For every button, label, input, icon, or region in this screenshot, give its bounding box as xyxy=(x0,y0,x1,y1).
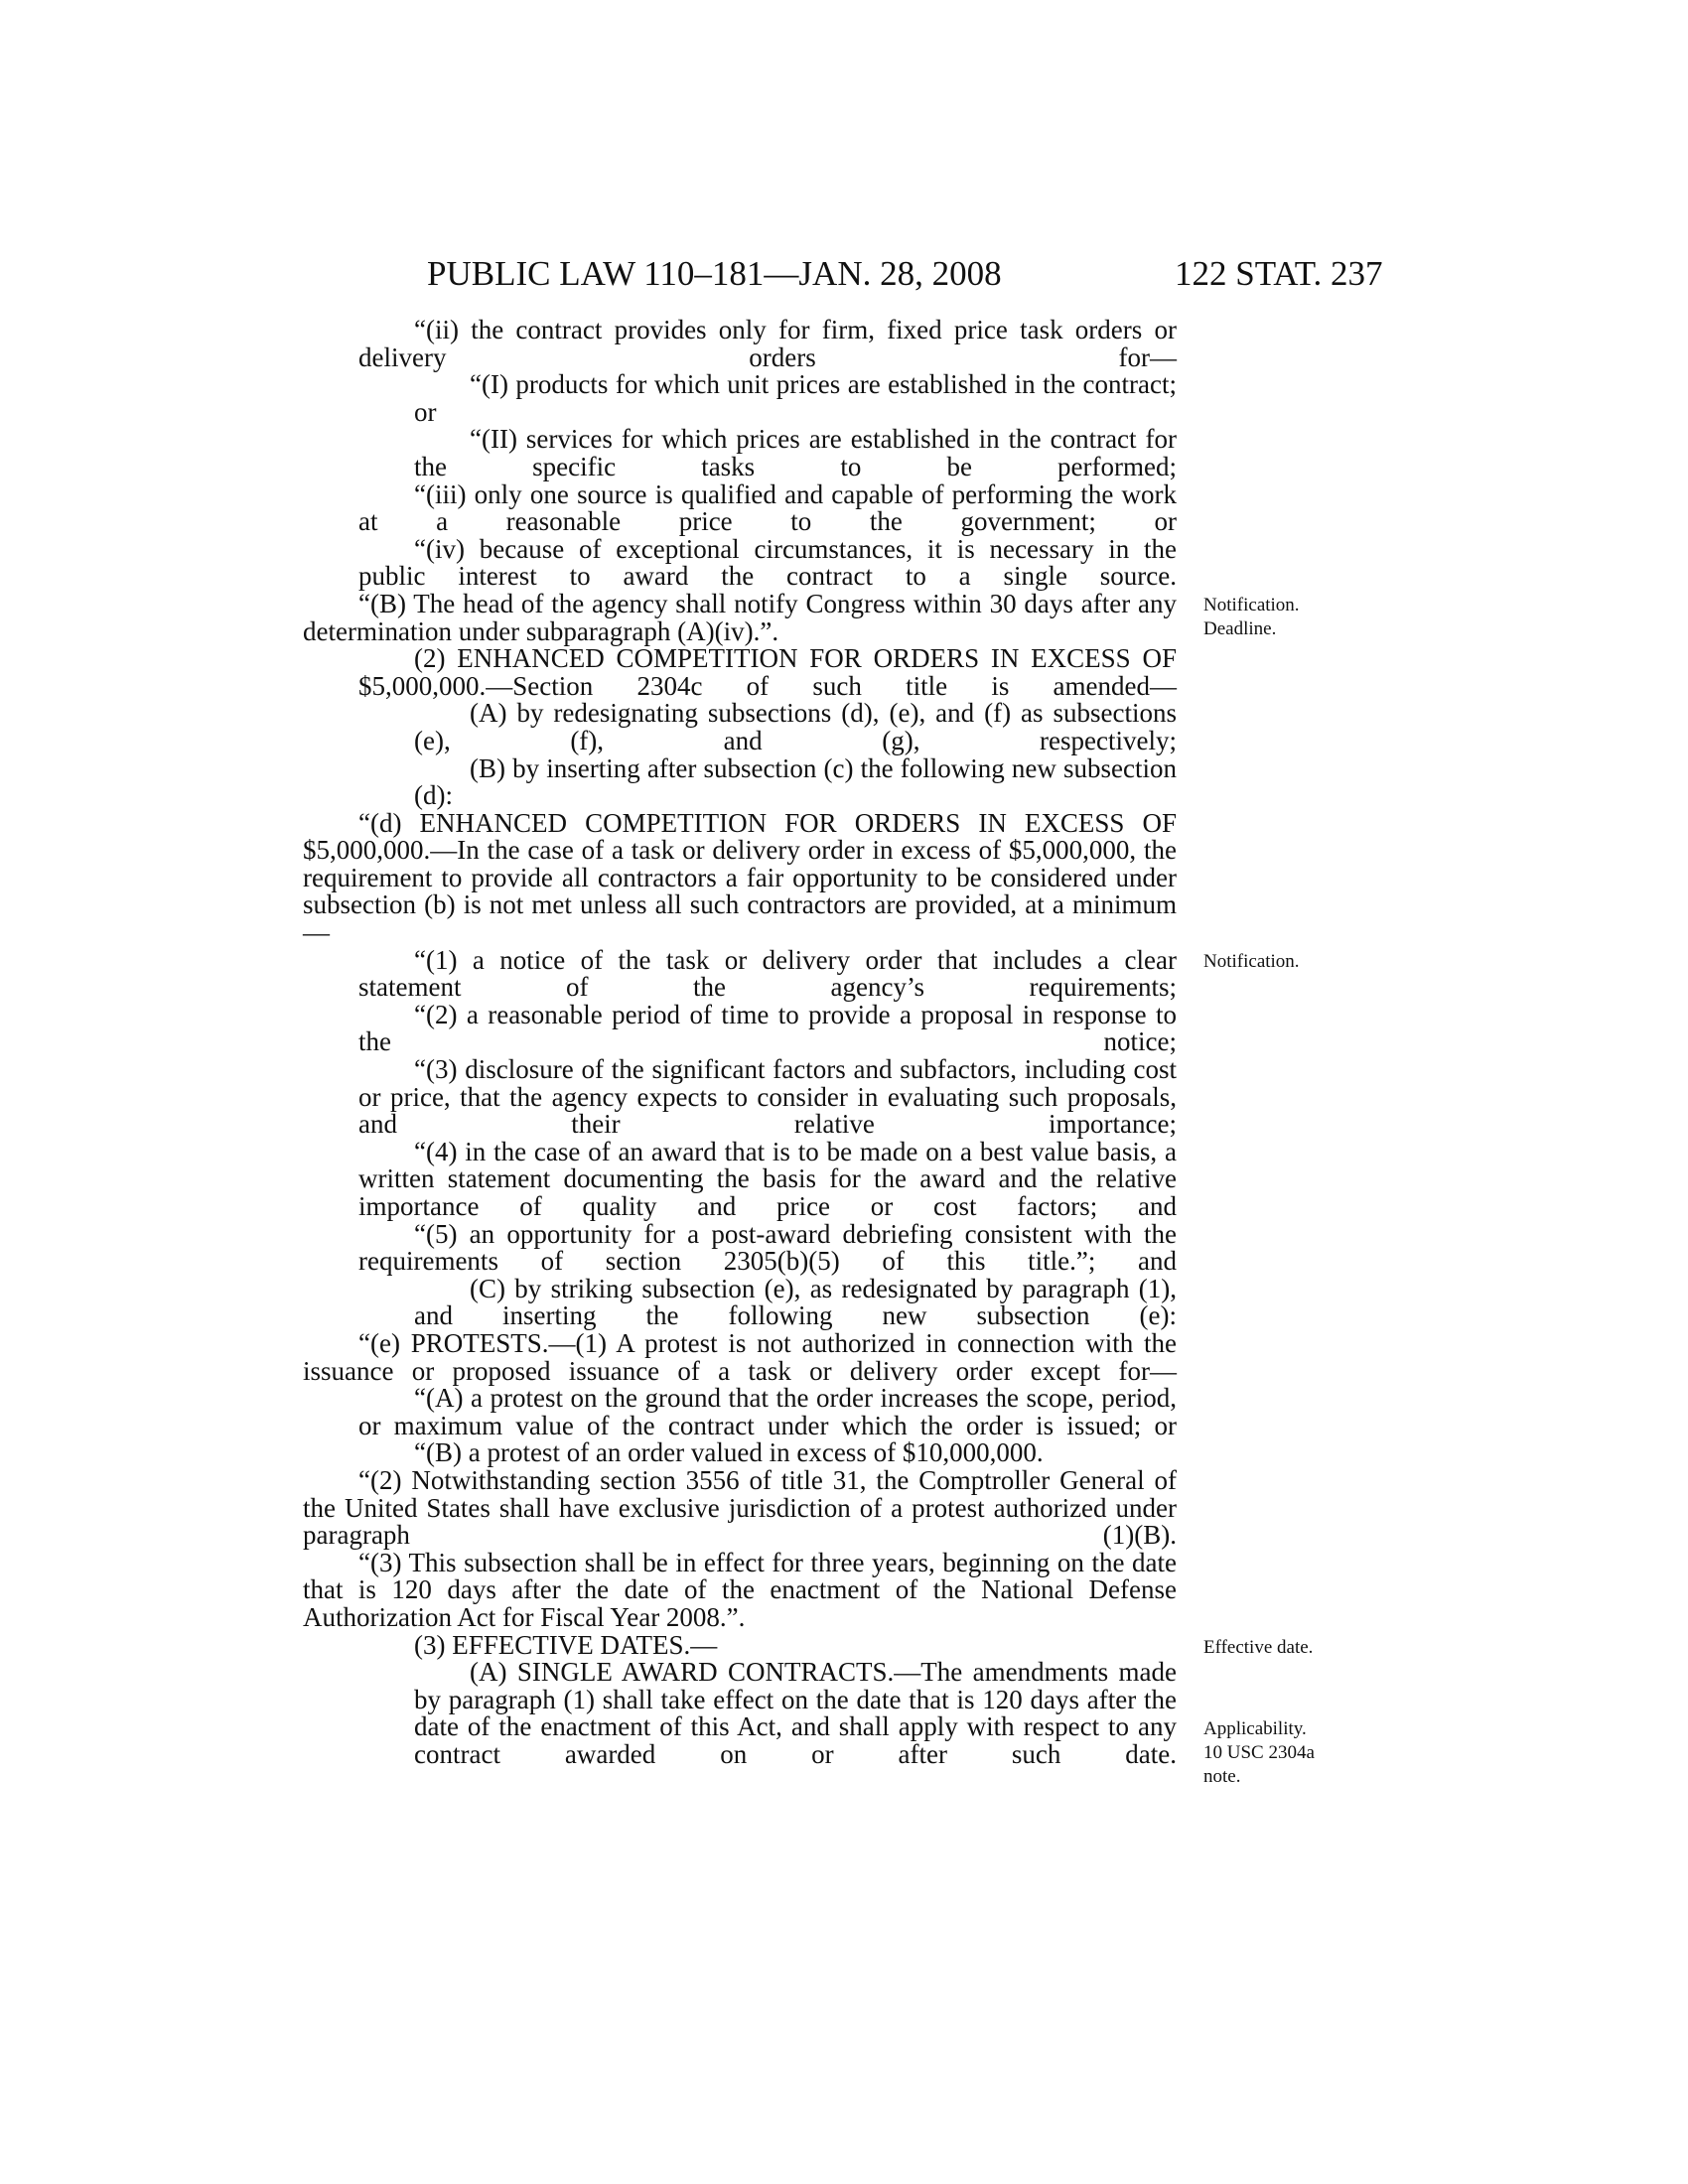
item-C-striking: (C) by striking subsection (e), as redesignated by paragraph (1), and inserting the following new subsection (e): xyxy=(414,1273,1177,1331)
protest-B: “(B) a protest of an order valued in excess of $10,000,000. xyxy=(414,1437,1044,1468)
minimum-4: “(4) in the case of an award that is to be made on a best value basis, a written statement documenting the basis for the award and the relative importance of quality and price or cost factors; and xyxy=(358,1136,1177,1221)
clause-iii: “(iii) only one source is qualified and capable of performing the work at a reasonable price to the government; or xyxy=(358,478,1177,537)
minimum-1: “(1) a notice of the task or delivery order that includes a clear statement of the agency’s requirements; xyxy=(358,944,1177,1003)
paragraph-3-effective-dates: (3) EFFECTIVE DATES.— xyxy=(414,1629,718,1660)
margin-note-notification: Notification. xyxy=(1203,595,1300,615)
item-A-redesignating: (A) by redesignating subsections (d), (e), and (f) as subsections (e), (f), and (g), respectively; xyxy=(414,698,1177,755)
protest-2-jurisdiction: “(2) Notwithstanding section 3556 of title 31, the Comptroller General of the United States shall have exclusive jurisdiction of a protest authorized under paragraph (1)(B). xyxy=(303,1464,1177,1551)
subsection-e-protests: “(e) PROTESTS.—(1) A protest is not authorized in connection with the issuance or proposed issuance of a task or delivery order except for— xyxy=(303,1327,1177,1386)
statute-body xyxy=(303,317,1177,1768)
margin-note-usc-note: note. xyxy=(1203,1766,1241,1787)
margin-note-deadline: Deadline. xyxy=(1203,618,1277,639)
subsection-d: “(d) ENHANCED COMPETITION FOR ORDERS IN EXCESS OF $5,000,000.—In the case of a task or delivery order in excess of $5,000,000, the requirement to provide all contractors a fair opportunity to be considered under subsection (b) is not met unless all such contractors are provided, at a minimum— xyxy=(303,807,1177,948)
protest-3-duration: “(3) This subsection shall be in effect for three years, beginning on the date that is 120 days after the date of the enactment of the National Defense Authorization Act for Fiscal Year 2008.”. xyxy=(303,1547,1177,1632)
subparagraph-B-notify: “(B) The head of the agency shall notify Congress within 30 days after any determination under subparagraph (A)(iv).”. xyxy=(303,588,1177,646)
minimum-3: “(3) disclosure of the significant factors and subfactors, including cost or price, that the agency expects to consider in evaluating such proposals, and their relative importance; xyxy=(358,1054,1177,1140)
item-B-inserting: (B) by inserting after subsection (c) the following new subsection (d): xyxy=(414,752,1177,811)
margin-note-usc-ref: 10 USC 2304a xyxy=(1203,1742,1315,1763)
clause-iv: “(iv) because of exceptional circumstances, it is necessary in the public interest to award the contract to a single source. xyxy=(358,533,1177,592)
minimum-5: “(5) an opportunity for a post-award debriefing consistent with the requirements of section 2305(b)(5) of this title.”; and xyxy=(358,1218,1177,1277)
margin-note-notification-2: Notification. xyxy=(1203,951,1300,972)
running-header-left: PUBLIC LAW 110–181—JAN. 28, 2008 xyxy=(427,254,1002,293)
single-award-contracts: (A) SINGLE AWARD CONTRACTS.—The amendments made by paragraph (1) shall take effect on the date that is 120 days after the date of the enactment of this Act, and shall apply with respect to any contract awarded on or after such date. xyxy=(414,1657,1177,1769)
subclause-II: “(II) services for which prices are established in the contract for the specific tasks to be performed; xyxy=(414,424,1177,481)
subclause-I: “(I) products for which unit prices are established in the contract; or xyxy=(414,369,1177,427)
protest-A: “(A) a protest on the ground that the order increases the scope, period, or maximum value of the contract under which the order is issued; or xyxy=(358,1383,1177,1440)
page-number: 122 STAT. 237 xyxy=(1175,254,1383,293)
margin-note-applicability: Applicability. xyxy=(1203,1718,1307,1739)
margin-note-effective-date: Effective date. xyxy=(1203,1637,1314,1658)
minimum-2: “(2) a reasonable period of time to provide a proposal in response to the notice; xyxy=(358,999,1177,1057)
paragraph-2-heading: (2) ENHANCED COMPETITION FOR ORDERS IN EXCESS OF $5,000,000.—Section 2304c of such title is amended— xyxy=(358,643,1177,701)
clause-ii: “(ii) the contract provides only for firm, fixed price task orders or delivery orders for— xyxy=(358,315,1177,372)
